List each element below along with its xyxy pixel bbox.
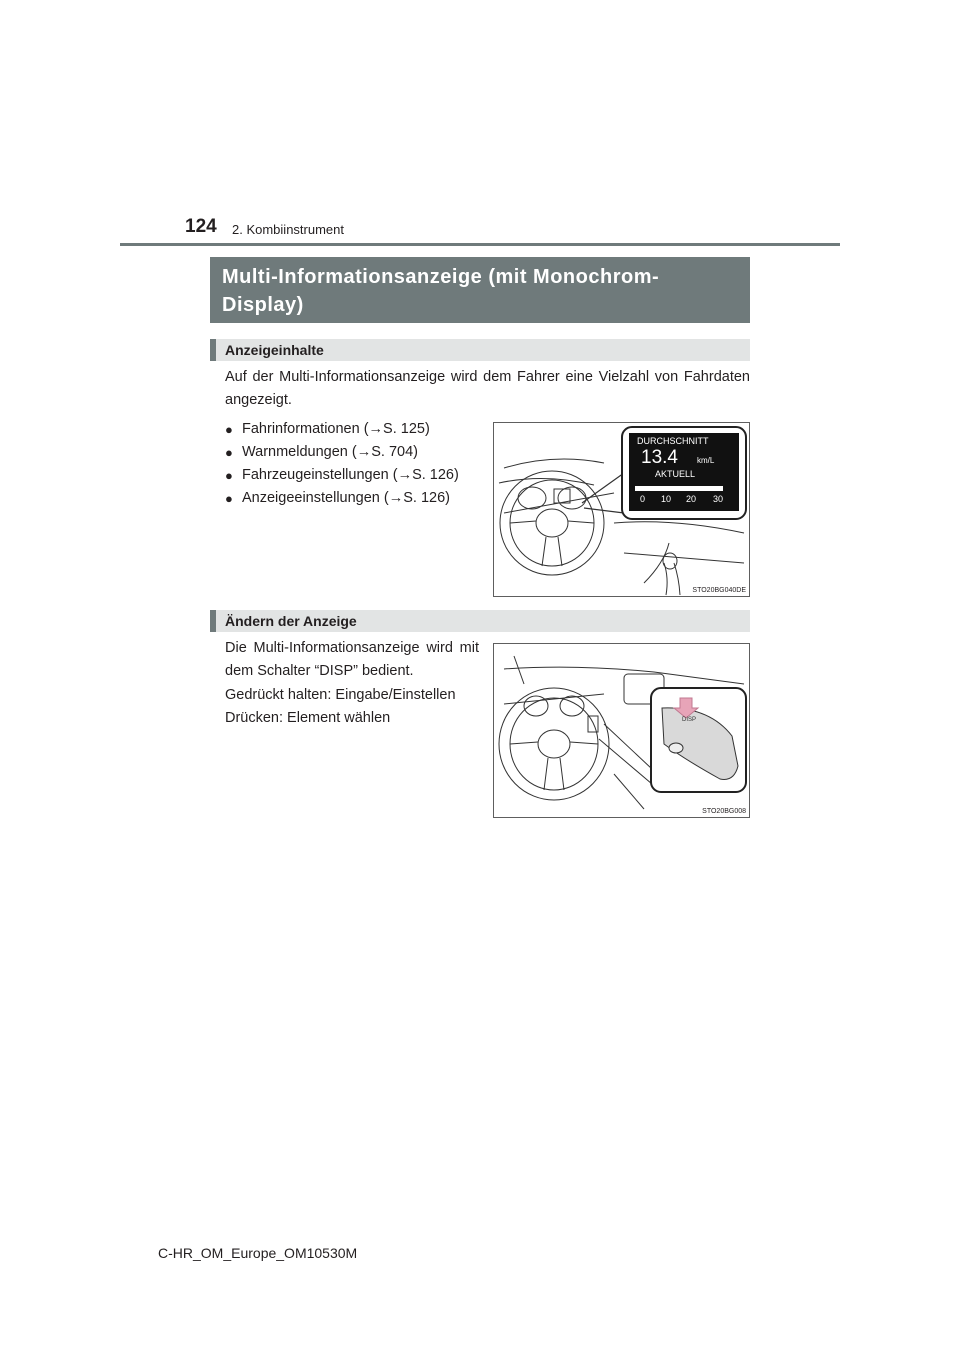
figure-steering-switch bbox=[493, 643, 750, 818]
screen-unit: km/L bbox=[697, 456, 715, 465]
screen-subtitle: AKTUELL bbox=[655, 469, 696, 479]
dashboard-illustration bbox=[494, 423, 749, 596]
figure-code: STO20BG040DE bbox=[692, 587, 746, 594]
bullet-icon: ● bbox=[225, 491, 233, 506]
press-text: Drücken: Element wählen bbox=[225, 710, 391, 726]
list-item bbox=[225, 418, 459, 441]
disp-button-label: DISP bbox=[682, 717, 697, 723]
list-item-label: Fahrinformationen bbox=[242, 421, 360, 437]
press-hold-text: Gedrückt halten: Eingabe/Einstellen bbox=[225, 687, 456, 703]
bullet-icon: ● bbox=[225, 468, 233, 483]
chapter-title: 2. Kombiinstrument bbox=[232, 222, 344, 237]
subheading-display-contents: Anzeigeinhalte bbox=[210, 339, 750, 361]
list-item-label: Warnmeldungen bbox=[242, 444, 348, 460]
list-item bbox=[225, 464, 459, 487]
steering-illustration bbox=[494, 644, 749, 817]
figure-code: STO20BG008 bbox=[702, 808, 746, 815]
screen-value: 13.4 bbox=[641, 447, 678, 468]
scale-label: 0 bbox=[640, 494, 646, 504]
list-item-ref[interactable]: (→S. 126) bbox=[383, 490, 450, 506]
list-item-ref[interactable]: (→S. 125) bbox=[363, 421, 430, 437]
list-item-label: Anzeigeeinstellungen bbox=[242, 490, 380, 506]
section-title: Multi-Informationsanzeige (mit Monochrom-Display) bbox=[210, 257, 750, 323]
intro-paragraph: Auf der Multi-Informationsanzeige wird dem Fahrer eine Vielzahl von Fahrdaten angezeigt. bbox=[225, 369, 750, 408]
disp-switch-description: Die Multi-Informationsanzeige wird mit dem Schalter “DISP” bedient. bbox=[225, 640, 479, 679]
scale-label: 20 bbox=[686, 494, 697, 504]
list-item bbox=[225, 487, 459, 510]
list-item-label: Fahrzeugeinstellungen bbox=[242, 467, 389, 483]
footer-document-id: C-HR_OM_Europe_OM10530M bbox=[158, 1245, 358, 1261]
list-item bbox=[225, 441, 459, 464]
content-list bbox=[225, 418, 459, 510]
page-number: 124 bbox=[185, 216, 217, 237]
figure-dashboard-display bbox=[493, 422, 750, 597]
header-divider bbox=[120, 243, 840, 246]
bullet-icon: ● bbox=[225, 422, 233, 437]
bullet-icon: ● bbox=[225, 445, 233, 460]
subheading-change-display: Ändern der Anzeige bbox=[210, 610, 750, 632]
scale-label: 30 bbox=[713, 494, 724, 504]
press-actions bbox=[225, 684, 485, 730]
screen-title: DURCHSCHNITT bbox=[637, 436, 709, 446]
list-item-ref[interactable]: (→S. 704) bbox=[351, 444, 418, 460]
list-item-ref[interactable]: (→S. 126) bbox=[392, 467, 459, 483]
scale-label: 10 bbox=[661, 494, 672, 504]
